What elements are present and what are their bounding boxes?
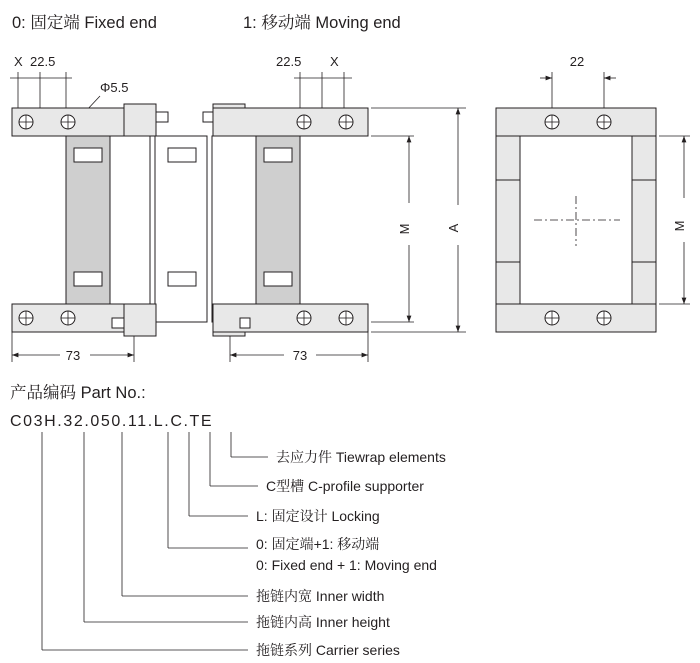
dim-22-lines: [540, 72, 616, 108]
dim-225-right-label: 22.5: [276, 54, 302, 69]
legend-inner-height: 拖链内高 Inner height: [256, 614, 390, 630]
header-moving-end-label: 1: 移动端 Moving end: [243, 14, 401, 32]
part-no-code: C03H.32.050.11.L.C.TE: [10, 413, 214, 430]
legend-carrier-series: 拖链系列 Carrier series: [256, 642, 400, 658]
dim-a-front-label: A: [446, 223, 461, 233]
dim-22-label: 22: [569, 54, 585, 69]
side-view-body: [496, 108, 656, 332]
legend-ends-cn: 0: 固定端+1: 移动端: [256, 536, 380, 552]
legend-tiewrap-elements: 去应力件 Tiewrap elements: [276, 449, 446, 465]
legend-inner-width: 拖链内宽 Inner width: [256, 588, 385, 604]
dim-m-side-label: M: [672, 220, 687, 232]
legend-c-profile-supporter: C型槽 C-profile supporter: [266, 478, 424, 494]
dim-225-left-label: 22.5: [30, 54, 56, 69]
legend-locking: L: 固定设计 Locking: [256, 508, 380, 524]
dim-m-front-label: M: [397, 223, 412, 235]
front-view-chain-links: [66, 136, 300, 322]
part-no-leader-lines: [42, 432, 268, 650]
dim-x-left-label: X: [14, 54, 23, 69]
legend-ends-en: 0: Fixed end + 1: Moving end: [256, 557, 437, 573]
part-no-title: 产品编码 Part No.:: [10, 384, 146, 402]
dim-73-right-label: 73: [292, 348, 308, 363]
dim-lines-top-right: [294, 72, 352, 108]
front-view-top-bracket: [12, 104, 368, 136]
dim-lines-top-left: [10, 72, 72, 108]
header-fixed-end-label: 0: 固定端 Fixed end: [12, 14, 157, 32]
dim-m-side: [659, 136, 690, 304]
dim-a-front: [371, 108, 466, 332]
dim-73-left-label: 73: [65, 348, 81, 363]
hole-diameter-label: Φ5.5: [100, 80, 129, 95]
dim-x-right-label: X: [330, 54, 339, 69]
